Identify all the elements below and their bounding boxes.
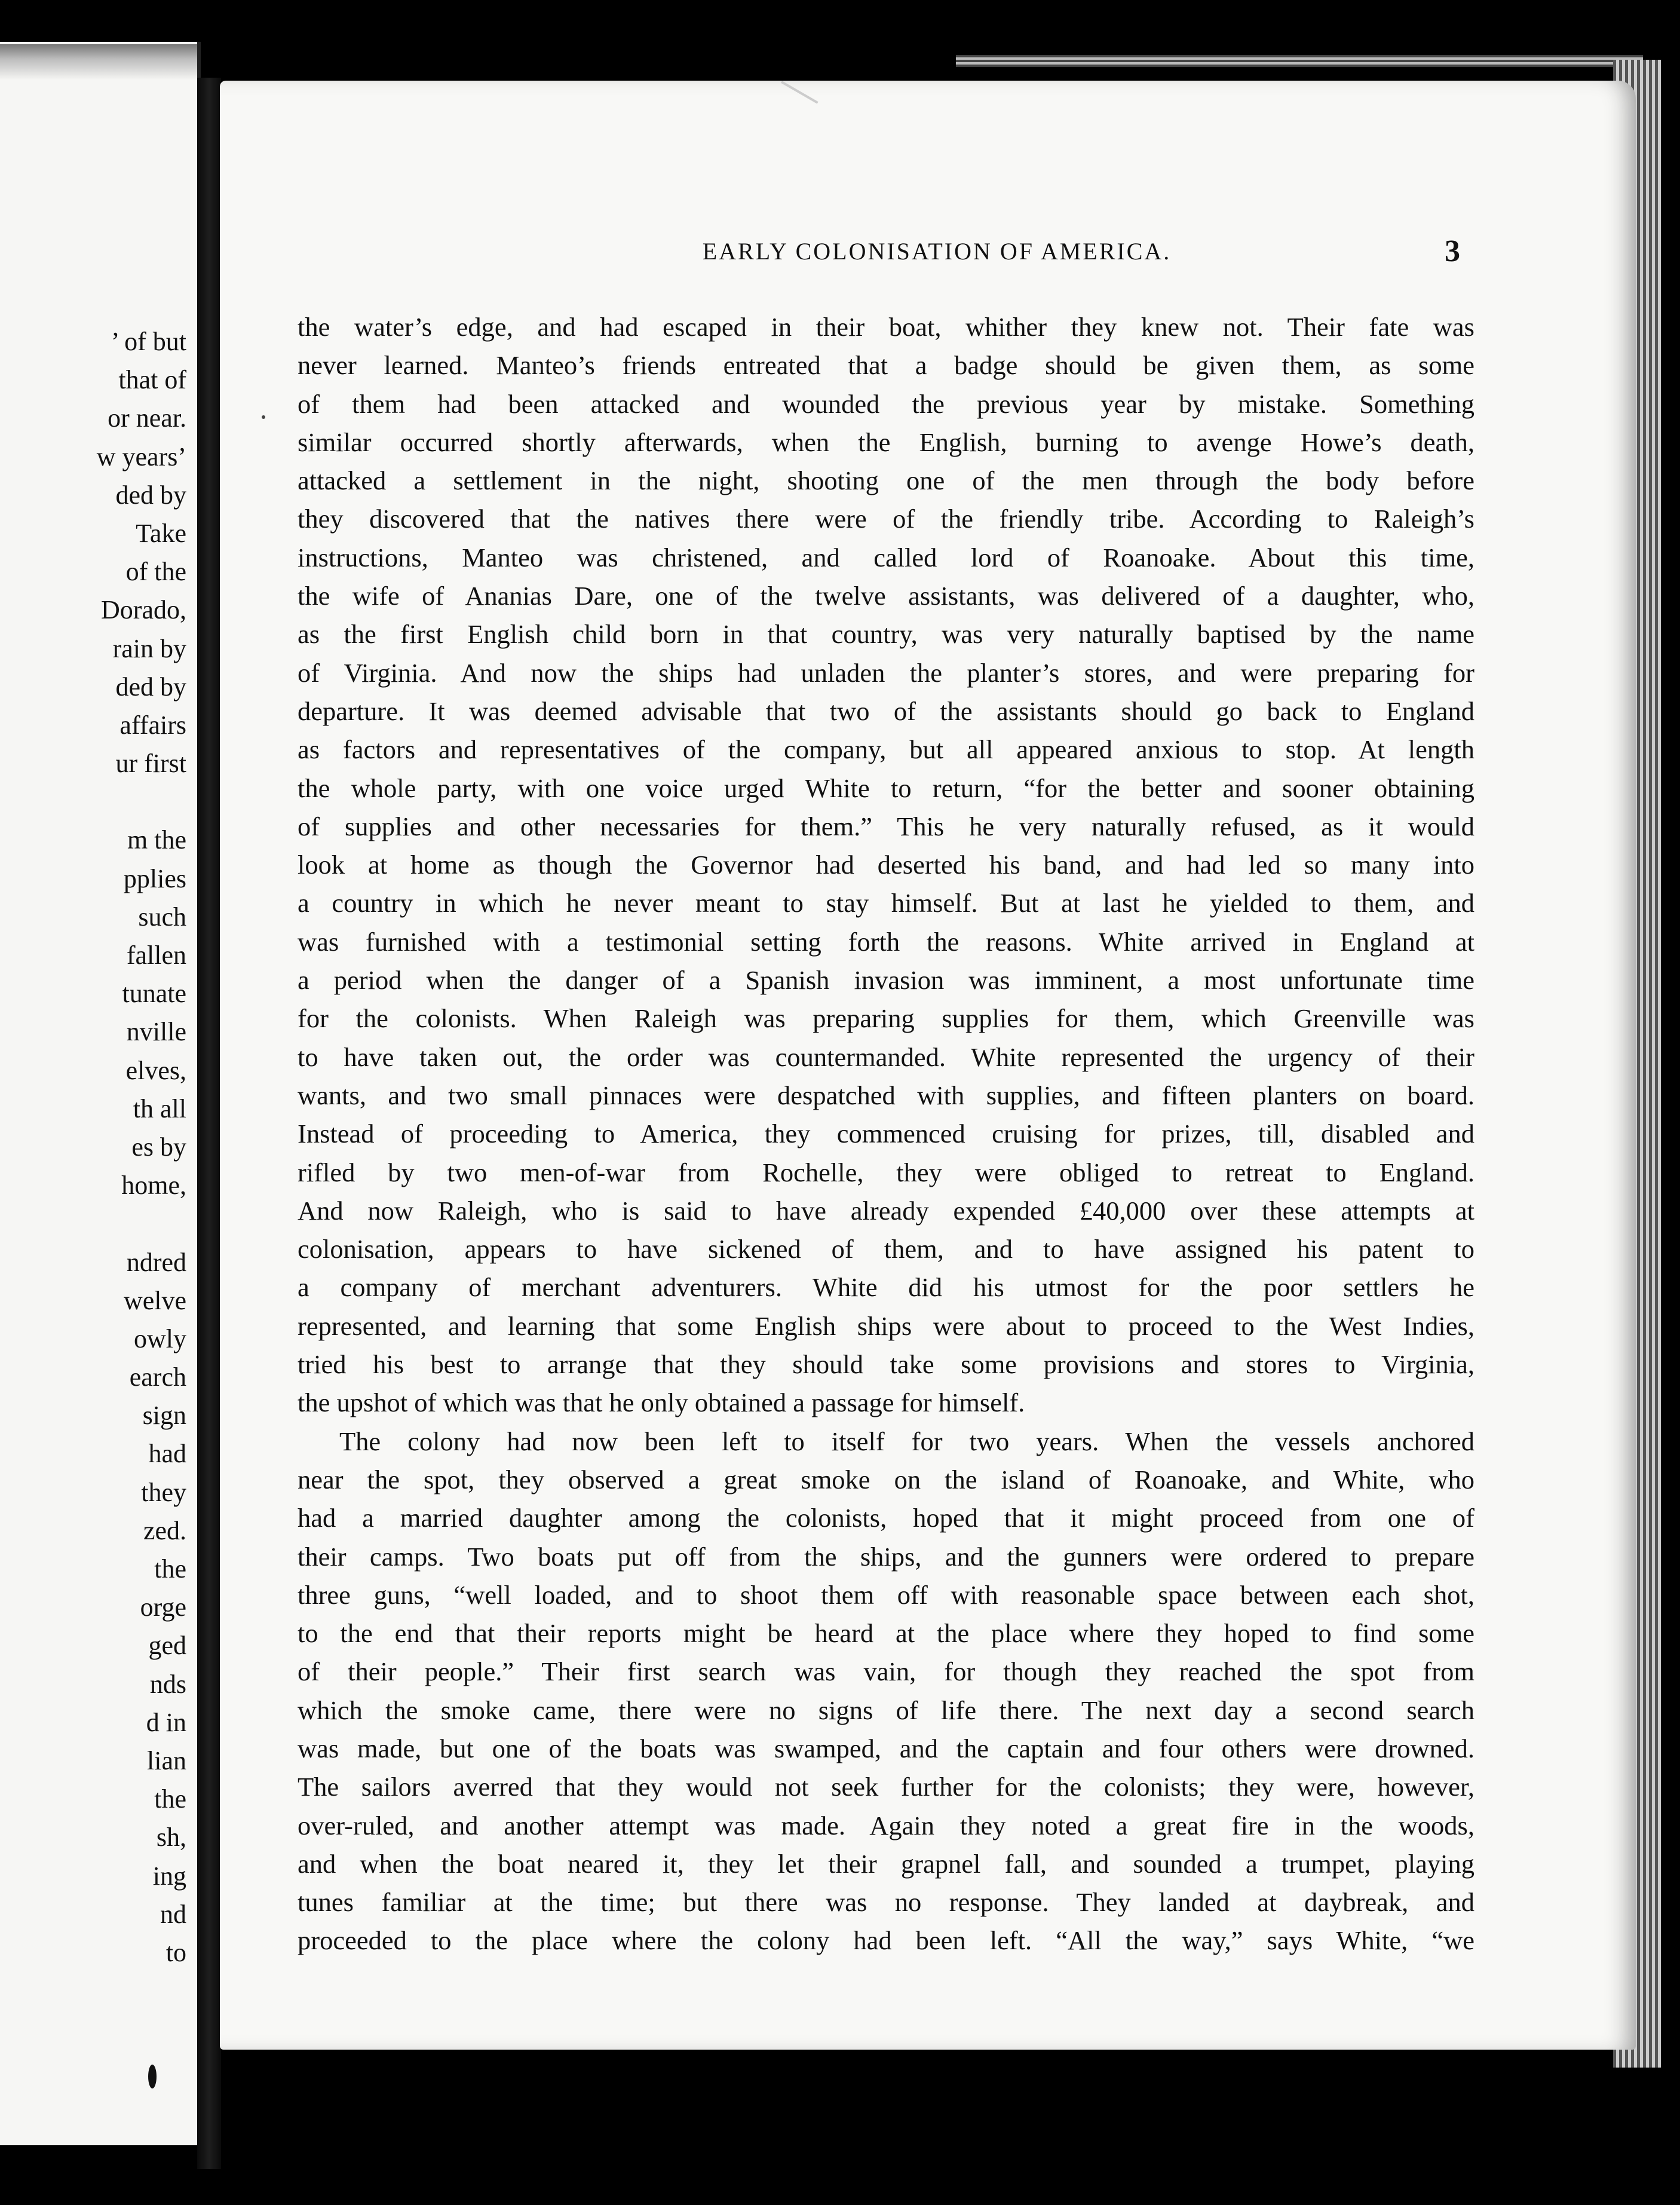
text-line: to the end that their reports might be heard at the place where they hoped to find some bbox=[298, 1618, 1474, 1649]
text-line: of them had been attacked and wounded the previous year by mistake. Something bbox=[298, 388, 1474, 419]
left-line: d in bbox=[146, 1707, 186, 1737]
left-facing-page bbox=[0, 42, 201, 2145]
text-line: And now Raleigh, who is said to have already expended £40,000 over these attempts at bbox=[298, 1195, 1474, 1226]
left-line: es by bbox=[131, 1132, 186, 1162]
text-line: was made, but one of the boats was swamped, and the captain and four others were drowned. bbox=[298, 1733, 1474, 1763]
left-line: owly bbox=[134, 1324, 186, 1353]
left-line: nville bbox=[126, 1017, 186, 1047]
left-line: elves, bbox=[125, 1055, 186, 1085]
left-line: such bbox=[138, 902, 186, 932]
left-line: of the bbox=[125, 557, 186, 587]
text-line: was furnished with a testimonial setting forth the reasons. White arrived in England at bbox=[298, 926, 1474, 957]
left-line: tunate bbox=[122, 979, 186, 1009]
right-page bbox=[220, 81, 1636, 2050]
text-line: and when the boat neared it, they let their grapnel fall, and sounded a trumpet, playing bbox=[298, 1848, 1474, 1879]
line-gap bbox=[97, 783, 186, 821]
left-line: sign bbox=[142, 1401, 186, 1431]
left-line: ged bbox=[148, 1631, 186, 1661]
text-line: for the colonists. When Raleigh was preparing supplies for them, which Greenville was bbox=[298, 1003, 1474, 1034]
text-line: tunes familiar at the time; but there was no response. They landed at daybreak, and bbox=[298, 1887, 1474, 1918]
paragraph bbox=[298, 308, 1474, 1422]
left-line: fallen bbox=[126, 941, 186, 970]
text-line: the whole party, with one voice urged White to return, “for the better and sooner obtaining bbox=[298, 773, 1474, 803]
left-line: had bbox=[148, 1439, 186, 1469]
left-line: home, bbox=[121, 1171, 186, 1200]
left-line: nds bbox=[149, 1669, 186, 1699]
text-line: departure. It was deemed advisable that two of the assistants should go back to England bbox=[298, 696, 1474, 726]
text-line: near the spot, they observed a great smoke on the island of Roanoake, and White, who bbox=[298, 1464, 1474, 1494]
text-line: the upshot of which was that he only obtained a passage for himself. bbox=[298, 1388, 1025, 1418]
left-line: nd bbox=[160, 1899, 186, 1929]
left-line: th all bbox=[133, 1094, 186, 1123]
left-line: ’ of but bbox=[111, 327, 186, 356]
text-line: a company of merchant adventurers. White did his utmost for the poor settlers he bbox=[298, 1272, 1474, 1303]
text-line: three guns, “well loaded, and to shoot them off with reasonable space between each shot, bbox=[298, 1579, 1474, 1610]
left-line: to bbox=[165, 1937, 186, 1967]
left-line: affairs bbox=[119, 710, 186, 740]
scan-scratch bbox=[781, 81, 818, 103]
text-line: as factors and representatives of the company, but all appeared anxious to stop. At length bbox=[298, 734, 1474, 765]
text-line: look at home as though the Governor had deserted his band, and had led so many into bbox=[298, 850, 1474, 880]
text-line: had a married daughter among the colonists, hoped that it might proceed from one of bbox=[298, 1503, 1474, 1533]
left-line: they bbox=[141, 1477, 186, 1507]
left-line: that of bbox=[118, 365, 186, 395]
paragraph bbox=[298, 1422, 1474, 1960]
text-line: attacked a settlement in the night, shooting one of the men through the body before bbox=[298, 466, 1474, 496]
ink-blot bbox=[148, 2065, 157, 2088]
line-gap bbox=[97, 1205, 186, 1243]
body-text bbox=[298, 308, 1474, 1960]
page-stack-top bbox=[956, 55, 1643, 67]
left-line: the bbox=[154, 1554, 186, 1584]
text-line: proceeded to the place where the colony had been left. “All the way,” says White, “we bbox=[298, 1925, 1474, 1956]
text-line: their camps. Two boats put off from the ships, and the gunners were ordered to prepare bbox=[298, 1541, 1474, 1572]
page-edge-shadow bbox=[0, 44, 197, 80]
speck bbox=[262, 415, 265, 419]
left-line: rain by bbox=[112, 633, 186, 663]
left-line: m the bbox=[127, 825, 186, 855]
left-line: welve bbox=[123, 1285, 186, 1315]
text-line: a country in which he never meant to stay himself. But at last he yielded to them, and bbox=[298, 888, 1474, 918]
left-line: ded by bbox=[115, 672, 186, 702]
left-line: pplies bbox=[123, 863, 186, 893]
text-line: of Virginia. And now the ships had unladen the planter’s stores, and were preparing for bbox=[298, 657, 1474, 688]
text-line: they discovered that the natives there were of the friendly tribe. According to Raleigh’s bbox=[298, 504, 1474, 534]
text-line: Instead of proceeding to America, they commenced cruising for prizes, till, disabled and bbox=[298, 1119, 1474, 1149]
left-line: lian bbox=[147, 1745, 186, 1775]
text-line: to have taken out, the order was countermanded. White represented the urgency of their bbox=[298, 1042, 1474, 1072]
left-line: ing bbox=[152, 1861, 186, 1891]
left-line: earch bbox=[129, 1362, 186, 1392]
left-line: ndred bbox=[126, 1247, 186, 1277]
text-line: represented, and learning that some English ships were about to proceed to the West Indies, bbox=[298, 1310, 1474, 1341]
left-line: Dorado, bbox=[101, 595, 186, 625]
text-line: the wife of Ananias Dare, one of the twelve assistants, was delivered of a daughter, who, bbox=[298, 581, 1474, 611]
left-line: or near. bbox=[108, 403, 186, 433]
left-line: orge bbox=[140, 1592, 186, 1622]
text-line: instructions, Manteo was christened, and called lord of Roanoake. About this time, bbox=[298, 542, 1474, 572]
left-line: ded by bbox=[115, 480, 186, 510]
left-line: sh, bbox=[156, 1823, 186, 1852]
text-line: rifled by two men-of-war from Rochelle, they were obliged to retreat to England. bbox=[298, 1157, 1474, 1187]
text-line: colonisation, appears to have sickened of them, and to have assigned his patent to bbox=[298, 1234, 1474, 1264]
text-line: over-ruled, and another attempt was made. Again they noted a great fire in the woods, bbox=[298, 1810, 1474, 1840]
text-line: of their people.” Their first search was vain, for though they reached the spot from bbox=[298, 1656, 1474, 1687]
text-line: tried his best to arrange that they should take some provisions and stores to Virginia, bbox=[298, 1349, 1474, 1380]
text-line: wants, and two small pinnaces were despatched with supplies, and fifteen planters on board. bbox=[298, 1080, 1474, 1110]
text-line: similar occurred shortly afterwards, when the English, burning to avenge Howe’s death, bbox=[298, 427, 1474, 457]
text-line: The sailors averred that they would not seek further for the colonists; they were, however, bbox=[298, 1772, 1474, 1802]
left-line: zed. bbox=[143, 1515, 186, 1545]
text-line: a period when the danger of a Spanish invasion was imminent, a most unfortunate time bbox=[298, 965, 1474, 996]
book-gutter bbox=[197, 78, 221, 2169]
text-line: The colony had now been left to itself for two years. When the vessels anchored bbox=[339, 1426, 1474, 1456]
running-title: EARLY COLONISATION OF AMERICA. bbox=[702, 238, 1172, 265]
page-number: 3 bbox=[1445, 234, 1462, 268]
text-line: never learned. Manteo’s friends entreated that a badge should be given them, as some bbox=[298, 350, 1474, 381]
left-line: the bbox=[154, 1784, 186, 1814]
left-line: ur first bbox=[115, 749, 186, 779]
text-line: as the first English child born in that country, was very naturally baptised by the name bbox=[298, 619, 1474, 650]
left-line: w years’ bbox=[96, 442, 186, 471]
left-line: Take bbox=[136, 518, 186, 548]
text-line: the water’s edge, and had escaped in their boat, whither they knew not. Their fate was bbox=[298, 312, 1474, 342]
text-line: which the smoke came, there were no signs of life there. The next day a second search bbox=[298, 1695, 1474, 1725]
left-page-text bbox=[97, 323, 186, 1972]
text-line: of supplies and other necessaries for them.” This he very naturally refused, as it would bbox=[298, 811, 1474, 841]
